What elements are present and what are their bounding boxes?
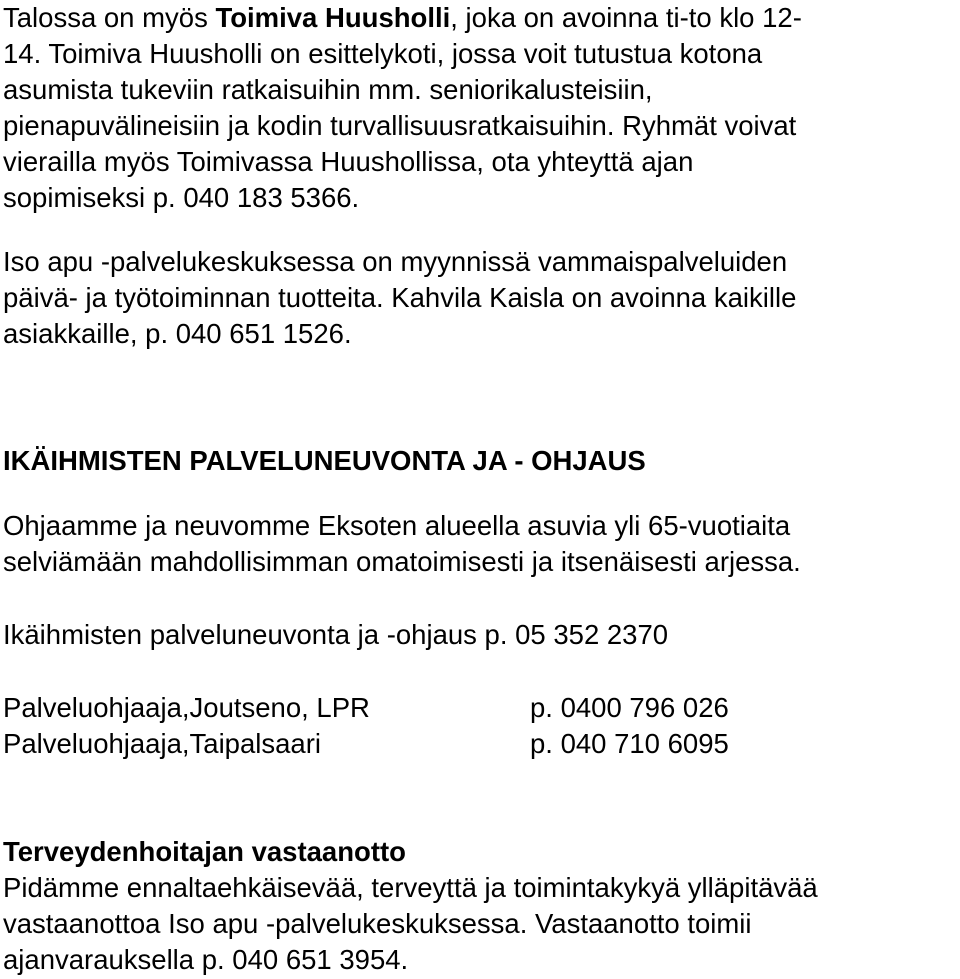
paragraph-line: ajanvarauksella p. 040 651 3954. bbox=[3, 944, 409, 975]
bold-text: Toimiva Huusholli bbox=[215, 2, 451, 33]
text-run: , joka on avoinna ti-to klo 12- bbox=[450, 2, 802, 33]
contact-row bbox=[3, 690, 960, 726]
paragraph-iso-apu bbox=[3, 244, 960, 352]
section-terveydenhoitaja bbox=[3, 834, 960, 978]
section-heading-terveydenhoitaja: Terveydenhoitajan vastaanotto bbox=[3, 836, 406, 867]
paragraph-line: päivä- ja työtoiminnan tuotteita. Kahvila Kaisla on avoinna kaikille bbox=[3, 282, 797, 313]
paragraph-line: sopimiseksi p. 040 183 5366. bbox=[3, 182, 360, 213]
paragraph-line: selviämään mahdollisimman omatoimisesti ja itsenäisesti arjessa. bbox=[3, 546, 801, 577]
paragraph-line: asiakkaille, p. 040 651 1526. bbox=[3, 318, 352, 349]
contact-phone: p. 0400 796 026 bbox=[530, 692, 729, 723]
paragraph-line: vastaanottoa Iso apu -palvelukeskuksessa. Vastaanotto toimii bbox=[3, 908, 752, 939]
paragraph-toimiva-huusholli bbox=[3, 0, 960, 216]
paragraph-line: asumista tukeviin ratkaisuihin mm. seniorikalusteisiin, bbox=[3, 74, 653, 105]
paragraph-line: Iso apu -palvelukeskuksessa on myynnissä vammaispalveluiden bbox=[3, 246, 788, 277]
contact-list bbox=[3, 690, 960, 762]
service-phone-line: Ikäihmisten palveluneuvonta ja -ohjaus p. 05 352 2370 bbox=[3, 619, 669, 650]
contact-phone: p. 040 710 6095 bbox=[530, 728, 729, 759]
contact-name: Palveluohjaaja,Taipalsaari bbox=[3, 728, 321, 759]
contact-name: Palveluohjaaja,Joutseno, LPR bbox=[3, 692, 370, 723]
contact-row bbox=[3, 726, 960, 762]
section-heading-palveluneuvonta: IKÄIHMISTEN PALVELUNEUVONTA JA - OHJAUS bbox=[3, 445, 646, 476]
paragraph-line bbox=[3, 0, 960, 36]
paragraph-line: pienapuvälineisiin ja kodin turvallisuusratkaisuihin. Ryhmät voivat bbox=[3, 110, 797, 141]
paragraph-line: Ohjaamme ja neuvomme Eksoten alueella asuvia yli 65-vuotiaita bbox=[3, 510, 791, 541]
paragraph-palveluneuvonta-intro bbox=[3, 508, 960, 580]
paragraph-line: vierailla myös Toimivassa Huushollissa, ota yhteyttä ajan bbox=[3, 146, 694, 177]
text-run: Talossa on myös bbox=[3, 2, 216, 33]
paragraph-line: 14. Toimiva Huusholli on esittelykoti, jossa voit tutustua kotona bbox=[3, 38, 763, 69]
paragraph-line: Pidämme ennaltaehkäisevää, terveyttä ja toimintakykyä ylläpitävää bbox=[3, 872, 818, 903]
